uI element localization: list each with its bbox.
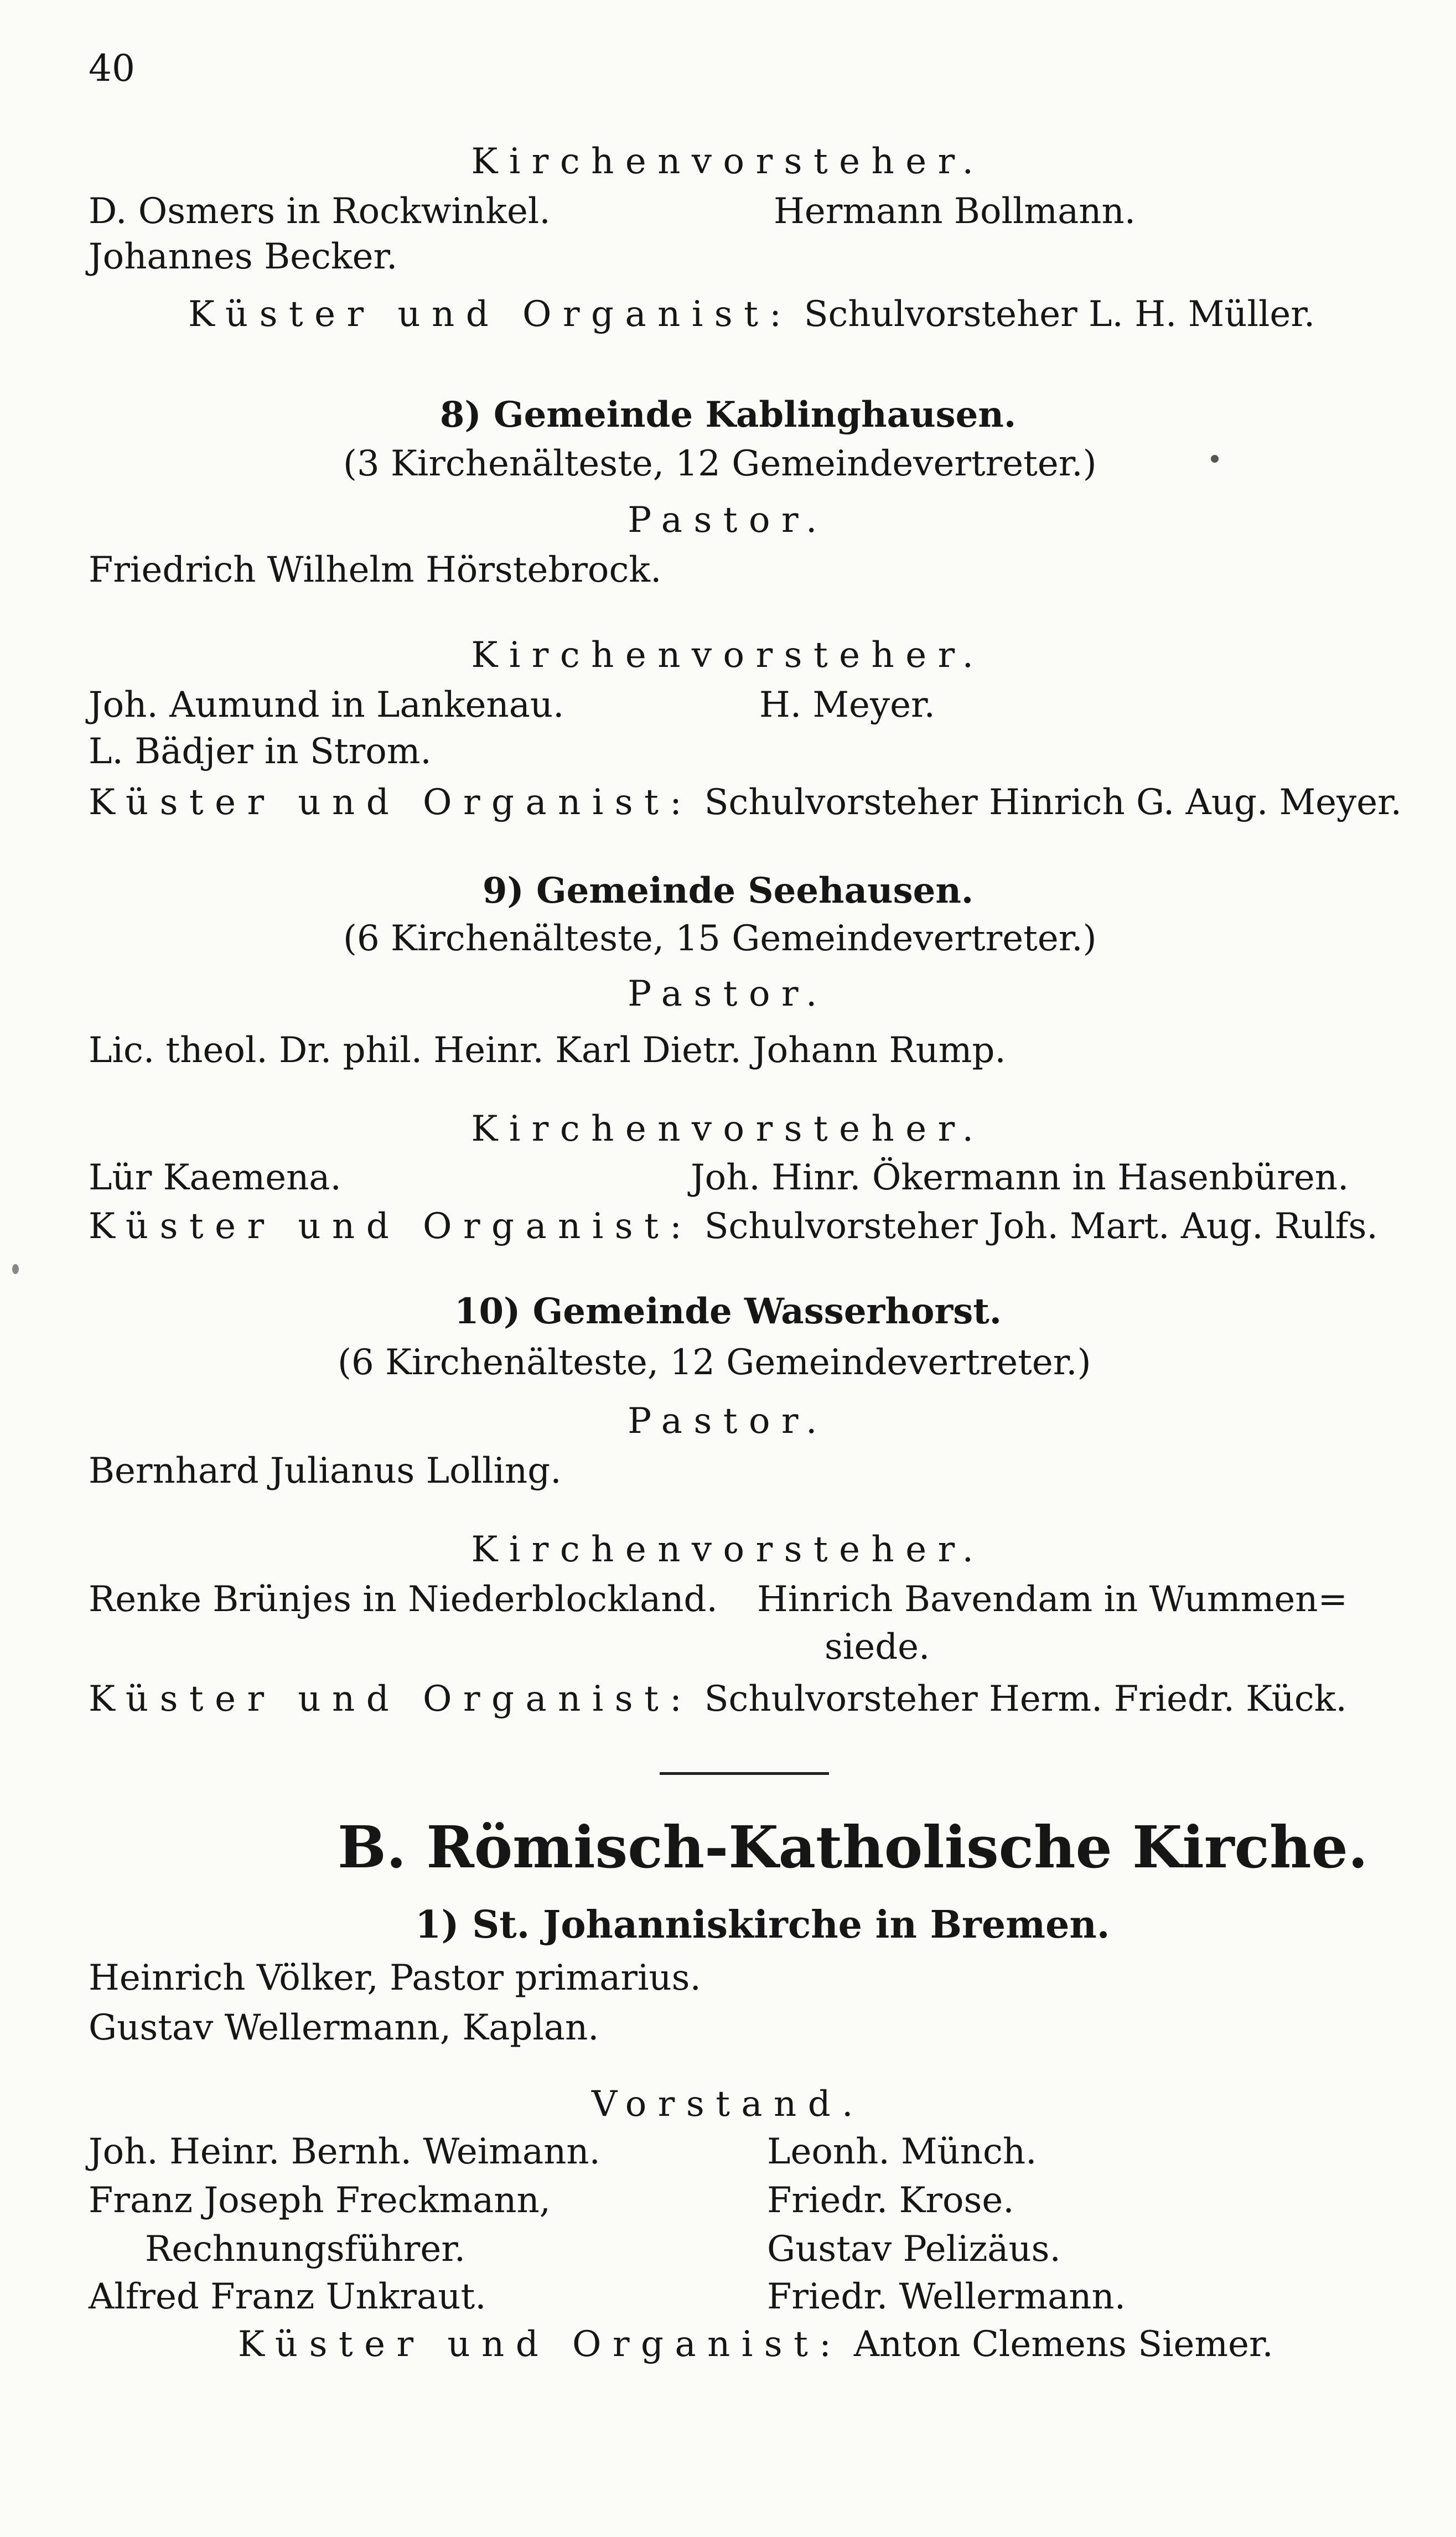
clergy-line-2: Gustav Wellermann, Kaplan. [89, 2007, 599, 2048]
kv-name-8-left-1: Joh. Aumund in Lankenau. [89, 685, 564, 726]
kv-name-10-right-2: siede. [825, 1627, 930, 1668]
section-b-title: B. Römisch-Katholische Kirche. [338, 1813, 1368, 1881]
vorstand-heading: Vorstand. [591, 2084, 865, 2125]
kuester-line-8 [89, 780, 1402, 825]
kuester-value: Anton Clemens Siemer. [853, 2324, 1273, 2365]
page-number: 40 [89, 47, 135, 90]
pastor-name-8: Friedrich Wilhelm Hörstebrock. [89, 550, 662, 591]
vorstand-right-2: Friedr. Krose. [767, 2180, 1014, 2221]
kv-name-7-left-2: Johannes Becker. [89, 236, 398, 277]
kirchenvorsteher-heading-9: Kirchenvorsteher. [471, 1109, 985, 1150]
vorstand-right-3: Gustav Pelizäus. [767, 2229, 1061, 2270]
section-counts-8: (3 Kirchenälteste, 12 Gemeindevertreter.) [343, 443, 1097, 484]
section-counts-9: (6 Kirchenälteste, 15 Gemeindevertreter.) [343, 918, 1097, 959]
section-counts-10: (6 Kirchenälteste, 12 Gemeindevertreter.) [338, 1342, 1091, 1383]
print-speck [12, 1264, 19, 1274]
kuester-line-b [238, 2322, 1273, 2367]
kuester-label: Küster und Organist: [89, 782, 693, 823]
kuester-line-7 [188, 292, 1315, 336]
kv-name-9-right-1: Joh. Hinr. Ökermann in Hasenbüren. [691, 1157, 1349, 1198]
vorstand-left-1: Joh. Heinr. Bernh. Weimann. [89, 2131, 600, 2172]
pastor-heading-10: Pastor. [628, 1401, 828, 1442]
vorstand-left-4: Alfred Franz Unkraut. [89, 2276, 486, 2317]
kuester-value: Schulvorsteher L. H. Müller. [804, 294, 1315, 335]
kuester-label: Küster und Organist: [89, 1679, 693, 1720]
pastor-name-10: Bernhard Julianus Lolling. [89, 1451, 562, 1492]
kv-name-8-left-2: L. Bädjer in Strom. [89, 731, 432, 772]
vorstand-left-2: Franz Joseph Freckmann, [89, 2180, 551, 2221]
kv-name-7-right-1: Hermann Bollmann. [774, 191, 1136, 232]
kirchenvorsteher-heading-7: Kirchenvorsteher. [471, 141, 985, 182]
kv-name-10-left-1: Renke Brünjes in Niederblockland. [89, 1579, 718, 1620]
vorstand-right-4: Friedr. Wellermann. [767, 2276, 1126, 2317]
kuester-label: Küster und Organist: [188, 294, 793, 335]
kv-name-7-left-1: D. Osmers in Rockwinkel. [89, 191, 551, 232]
kuester-label: Küster und Organist: [238, 2324, 843, 2365]
kuester-line-10 [89, 1677, 1347, 1721]
kuester-line-9 [89, 1204, 1378, 1249]
section-title-10: 10) Gemeinde Wasserhorst. [454, 1291, 1002, 1332]
kv-name-9-left-1: Lür Kaemena. [89, 1157, 341, 1198]
section-title-8: 8) Gemeinde Kablinghausen. [439, 394, 1017, 436]
kuester-value: Schulvorsteher Herm. Friedr. Kück. [704, 1679, 1347, 1720]
kv-name-10-right-1: Hinrich Bavendam in Wummen= [757, 1579, 1348, 1620]
vorstand-left-3: Rechnungsführer. [145, 2229, 466, 2270]
pastor-heading-9: Pastor. [628, 974, 828, 1014]
section-title-9: 9) Gemeinde Seehausen. [482, 870, 974, 912]
kv-name-8-right-1: H. Meyer. [759, 685, 935, 726]
kirchenvorsteher-heading-8: Kirchenvorsteher. [471, 635, 985, 676]
pastor-heading-8: Pastor. [628, 500, 828, 541]
kuester-label: Küster und Organist: [89, 1206, 693, 1247]
kirchenvorsteher-heading-10: Kirchenvorsteher. [471, 1529, 985, 1570]
pastor-name-9: Lic. theol. Dr. phil. Heinr. Karl Dietr. Johann Rump. [89, 1030, 1006, 1071]
kuester-value: Schulvorsteher Hinrich G. Aug. Meyer. [704, 782, 1402, 823]
print-speck [1211, 455, 1219, 463]
vorstand-right-1: Leonh. Münch. [767, 2131, 1037, 2172]
clergy-line-1: Heinrich Völker, Pastor primarius. [89, 1958, 701, 1998]
kuester-value: Schulvorsteher Joh. Mart. Aug. Rulfs. [704, 1206, 1378, 1247]
section-divider [660, 1772, 829, 1775]
section-b-subtitle: 1) St. Johanniskirche in Bremen. [415, 1903, 1110, 1947]
